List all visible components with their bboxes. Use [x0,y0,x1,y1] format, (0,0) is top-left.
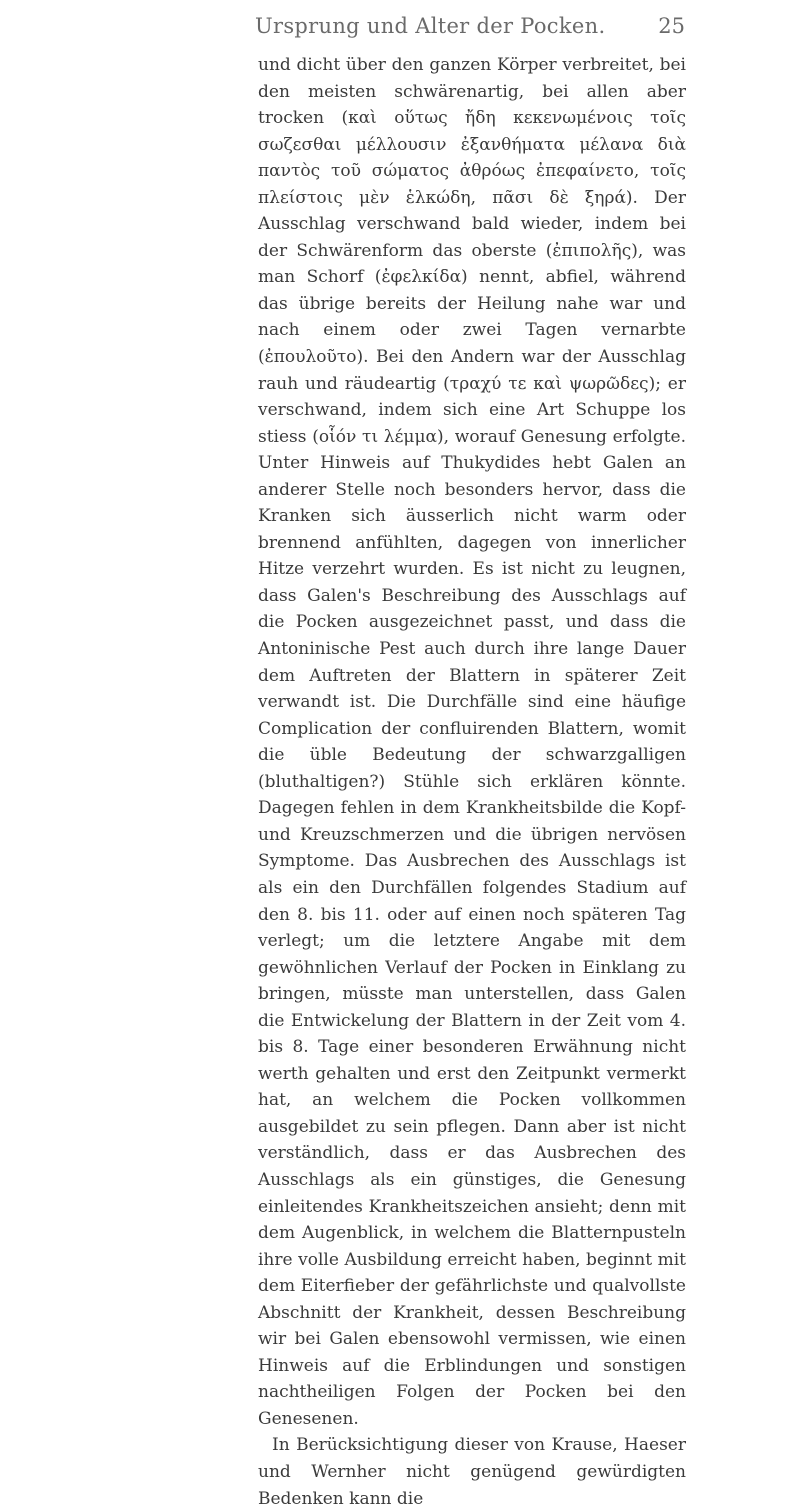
paragraph: In Berücksichtigung dieser von Krause, Haeser und Wernher nicht genügend gewürdigten Bedenken kann die [258,1435,686,1509]
page-header [255,14,685,44]
paragraph: und dicht über den ganzen Körper verbreitet, bei den meisten schwärenartig, bei allen aber trocken (καὶ οὕτως ἤδη κεκενωμένοις τοῖς σωζεσθαι μέλλουσιν ἐξανθήματα μέλανα διὰ παντὸς τοῦ σώματος ἀθρόως ἐπεφαίνετο, τοῖς πλείστοις μὲν ἑλκώδη, πᾶσι δὲ ξηρά). Der Ausschlag verschwand bald wieder, indem bei der Schwärenform das oberste (ἐπιπολῆς), was man Schorf (ἐφελκίδα) nennt, abfiel, während das übrige bereits der Heilung nahe war und nach einem oder zwei Tagen vernarbte (ἐπουλοῦτο). Bei den Andern war der Ausschlag rauh und räudeartig (τραχύ τε καὶ ψωρῶδες); er verschwand, indem sich eine Art Schuppe los stiess (οἷόν τι λέμμα), worauf Genesung erfolgte. Unter Hinweis auf Thukydides hebt Galen an anderer Stelle noch besonders hervor, dass die Kranken sich äusserlich nicht warm oder brennend anfühlten, dagegen von innerlicher Hitze verzehrt wurden. Es ist nicht zu leugnen, dass Galen's Beschreibung des Ausschlags auf die Pocken ausgezeichnet passt, und dass die Antoninische Pest auch durch ihre lange Dauer dem Auftreten der Blattern in späterer Zeit verwandt ist. Die Durchfälle sind eine häufige Complication der confluirenden Blattern, womit die üble Bedeutung der schwarzgalligen (bluthaltigen?) Stühle sich erklären könnte. Dagegen fehlen in dem Krankheitsbilde die Kopf- und Kreuzschmerzen und die übrigen nervösen Symptome. Das Ausbrechen des Ausschlags ist als ein den Durchfällen folgendes Stadium auf den 8. bis 11. oder auf einen noch späteren Tag verlegt; um die letztere Angabe mit dem gewöhnlichen Verlauf der Pocken in Einklang zu bringen, müsste man unterstellen, dass Galen die Entwickelung der Blattern in der Zeit vom 4. bis 8. Tage einer besonderen Erwähnung nicht werth gehalten und erst den Zeitpunkt vermerkt hat, an welchem die Pocken vollkommen ausgebildet zu sein pflegen. Dann aber ist nicht verständlich, dass er das Ausbrechen des Ausschlags als ein günstiges, die Genesung einleitendes Krankheitszeichen ansieht; denn mit dem Augenblick, in welchem die Blatternpusteln ihre volle Ausbildung erreicht haben, beginnt mit dem Eiterfieber der gefährlichste und qualvollste Abschnitt der Krankheit, dessen Beschreibung wir bei Galen ebensowohl vermissen, wie einen Hinweis auf die Erblindungen und sonstigen nachtheiligen Folgen der Pocken bei den Genesenen. [258,55,686,1429]
running-title: Ursprung und Alter der Pocken. [255,14,606,38]
body-text [258,52,686,1512]
page-number: 25 [658,14,685,38]
